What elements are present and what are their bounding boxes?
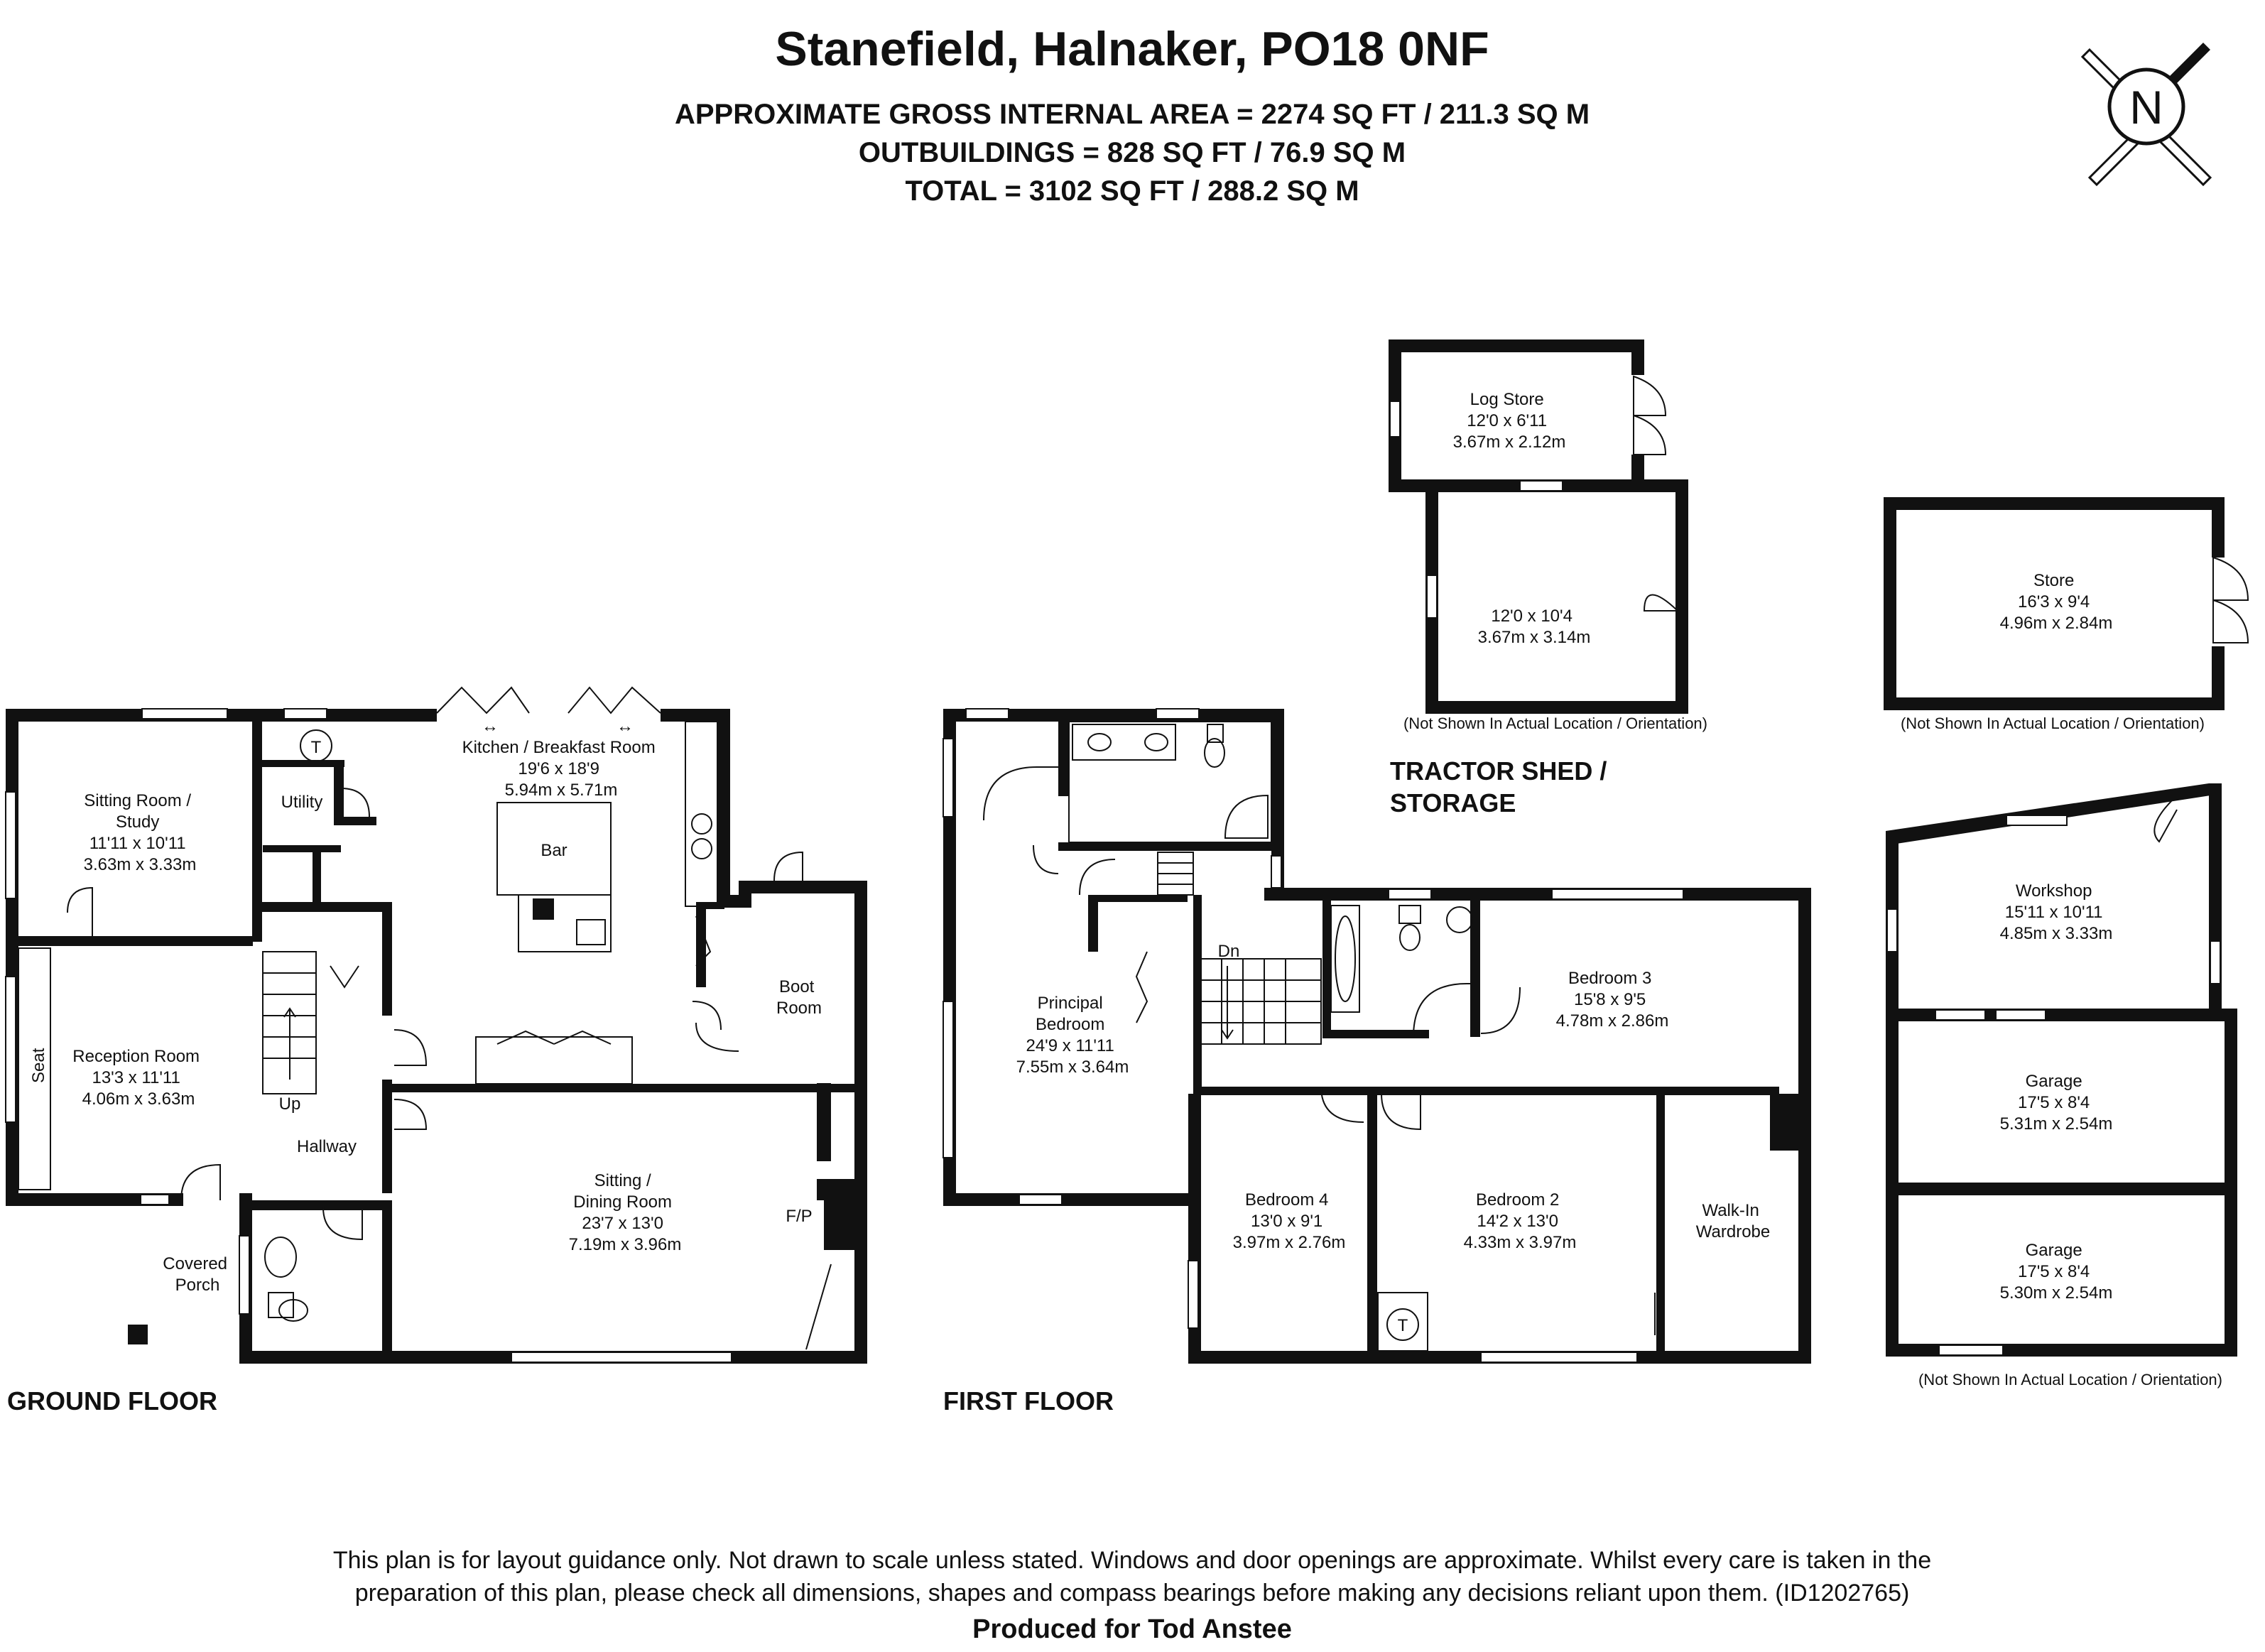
tractor-shed-plan (1389, 339, 1707, 817)
ground-floor-label: GROUND FLOOR (7, 1386, 217, 1415)
room-bedroom-4: Bedroom 4 13'0 x 9'1 3.97m x 2.76m (1232, 1190, 1346, 1252)
first-floor-plan (943, 709, 1811, 1415)
page-title: Stanefield, Halnaker, PO18 0NF (775, 22, 1489, 76)
outbuildings-area: OUTBUILDINGS = 828 SQ FT / 76.9 SQ M (858, 137, 1406, 168)
room-walk-in-wardrobe: Walk-In Wardrobe (1695, 1201, 1771, 1241)
thermostat-icon: T (310, 738, 322, 757)
ground-floor-plan (6, 688, 867, 1415)
svg-text:↔: ↔ (482, 717, 499, 736)
compass-icon (2082, 43, 2210, 185)
room-store: Store 16'3 x 9'4 4.96m x 2.84m (1999, 571, 2113, 633)
store-plan (1884, 497, 2248, 732)
room-sitting-study: Sitting Room / Study 11'11 x 10'11 3.63m x 3.33m (83, 791, 197, 874)
produced-for-credit: Produced for Tod Anstee (972, 1614, 1292, 1644)
room-reception: Reception Room 13'3 x 11'11 4.06m x 3.63m (72, 1047, 200, 1109)
stairs-up-label: Up (278, 1094, 301, 1114)
store-note: (Not Shown In Actual Location / Orientation) (1900, 714, 2205, 732)
compass-letter: N (2129, 81, 2163, 134)
thermostat-icon: T (1397, 1316, 1408, 1335)
room-bedroom-3: Bedroom 3 15'8 x 9'5 4.78m x 2.86m (1555, 969, 1669, 1031)
room-garage-1: Garage 17'5 x 8'4 5.31m x 2.54m (1999, 1072, 2113, 1134)
room-covered-porch: Covered Porch (163, 1254, 228, 1295)
room-boot-room: Boot Room (776, 977, 822, 1018)
svg-text:↔: ↔ (617, 717, 634, 736)
stairs-down-label: Dn (1217, 942, 1240, 961)
total-area: TOTAL = 3102 SQ FT / 288.2 SQ M (905, 175, 1359, 207)
bar-label: Bar (541, 841, 567, 860)
tractor-shed-note: (Not Shown In Actual Location / Orientation) (1403, 714, 1708, 732)
room-hallway: Hallway (296, 1137, 357, 1156)
room-tractor-shed: 12'0 x 10'4 3.67m x 3.14m (1477, 607, 1591, 647)
tractor-shed-label: TRACTOR SHED / STORAGE (1390, 756, 1607, 817)
seat-label: Seat (29, 1048, 48, 1083)
room-garage-2: Garage 17'5 x 8'4 5.30m x 2.54m (1999, 1241, 2113, 1303)
garages-note: (Not Shown In Actual Location / Orientation) (1918, 1371, 2223, 1389)
room-kitchen: Kitchen / Breakfast Room 19'6 x 18'9 5.94m x 5.71m (462, 738, 656, 800)
disclaimer-line-1: This plan is for layout guidance only. Not drawn to scale unless stated. Windows and door openings are approximate. Whilst every care is taken in the (332, 1547, 1932, 1574)
first-floor-label: FIRST FLOOR (943, 1386, 1114, 1415)
room-principal-bedroom: Principal Bedroom 24'9 x 11'11 7.55m x 3.64m (1016, 994, 1129, 1077)
room-log-store: Log Store 12'0 x 6'11 3.67m x 2.12m (1452, 390, 1566, 452)
fireplace-label: F/P (786, 1207, 813, 1226)
room-workshop: Workshop 15'11 x 10'11 4.85m x 3.33m (1999, 881, 2113, 943)
workshop-garages-plan (1886, 783, 2237, 1389)
room-bedroom-2: Bedroom 2 14'2 x 13'0 4.33m x 3.97m (1463, 1190, 1577, 1252)
room-sitting-dining: Sitting / Dining Room 23'7 x 13'0 7.19m x 3.96m (568, 1171, 682, 1254)
room-utility: Utility (281, 793, 323, 812)
disclaimer-line-2: preparation of this plan, please check all dimensions, shapes and compass bearings before making any decisions reliant upon them. (ID1202765) (354, 1580, 1910, 1607)
gross-internal-area: APPROXIMATE GROSS INTERNAL AREA = 2274 SQ FT / 211.3 SQ M (674, 99, 1590, 130)
